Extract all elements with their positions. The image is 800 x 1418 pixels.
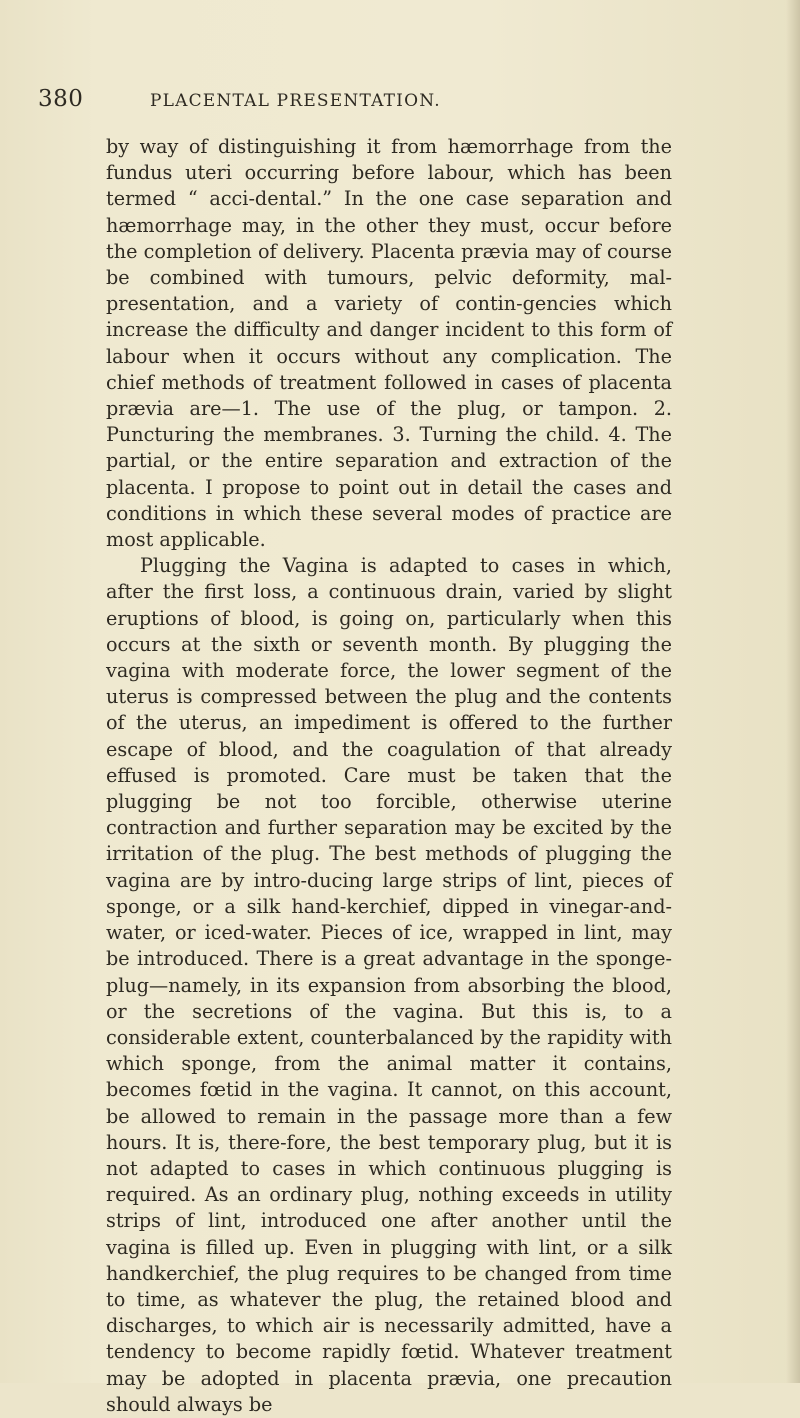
page-edge-shadow (786, 0, 800, 1383)
page-number: 380 (38, 86, 84, 112)
running-head: PLACENTAL PRESENTATION. (150, 91, 441, 111)
body-text (106, 134, 672, 1418)
paragraph: by way of distinguishing it from hæmorrhage from the fundus uteri occurring before labour, which has been termed “ acci-dental.” In the one case separation and hæmorrhage may, in the other they must, occur before the completion of delivery. Placenta prævia may of course be combined with tumours, pelvic deformity, mal-presentation, and a variety of contin-gencies which increase the difficulty and danger incident to this form of labour when it occurs without any complication. The chief methods of treatment followed in cases of placenta prævia are—1. The use of the plug, or tampon. 2. Puncturing the membranes. 3. Turning the child. 4. The partial, or the entire separation and extraction of the placenta. I propose to point out in detail the cases and conditions in which these several modes of practice are most applicable. (106, 135, 672, 552)
page-header (38, 86, 678, 116)
paragraph: Plugging the Vagina is adapted to cases in which, after the first loss, a continuous drain, varied by slight eruptions of blood, is going on, particularly when this occurs at the sixth or seventh month. By plugging the vagina with moderate force, the lower segment of the uterus is compressed between the plug and the contents of the uterus, an impediment is offered to the further escape of blood, and the coagulation of that already effused is promoted. Care must be taken that the plugging be not too forcible, otherwise uterine contraction and further separation may be excited by the irritation of the plug. The best methods of plugging the vagina are by intro-ducing large strips of lint, pieces of sponge, or a silk hand-kerchief, dipped in vinegar-and-water, or iced-water. Pieces of ice, wrapped in lint, may be introduced. There is a great advantage in the sponge-plug—namely, in its expansion from absorbing the blood, or the secretions of the vagina. But this is, to a considerable extent, counterbalanced by the rapidity with which sponge, from the animal matter it contains, becomes fœtid in the vagina. It cannot, on this account, be allowed to remain in the passage more than a few hours. It is, there-fore, the best temporary plug, but it is not adapted to cases in which continuous plugging is required. As an ordinary plug, nothing exceeds in utility strips of lint, introduced one after another until the vagina is filled up. Even in plugging with lint, or a silk handkerchief, the plug requires to be changed from time to time, as whatever the plug, the retained blood and discharges, to which air is necessarily admitted, have a tendency to become rapidly fœtid. Whatever treatment may be adopted in placenta prævia, one precaution should always be (106, 554, 672, 1416)
